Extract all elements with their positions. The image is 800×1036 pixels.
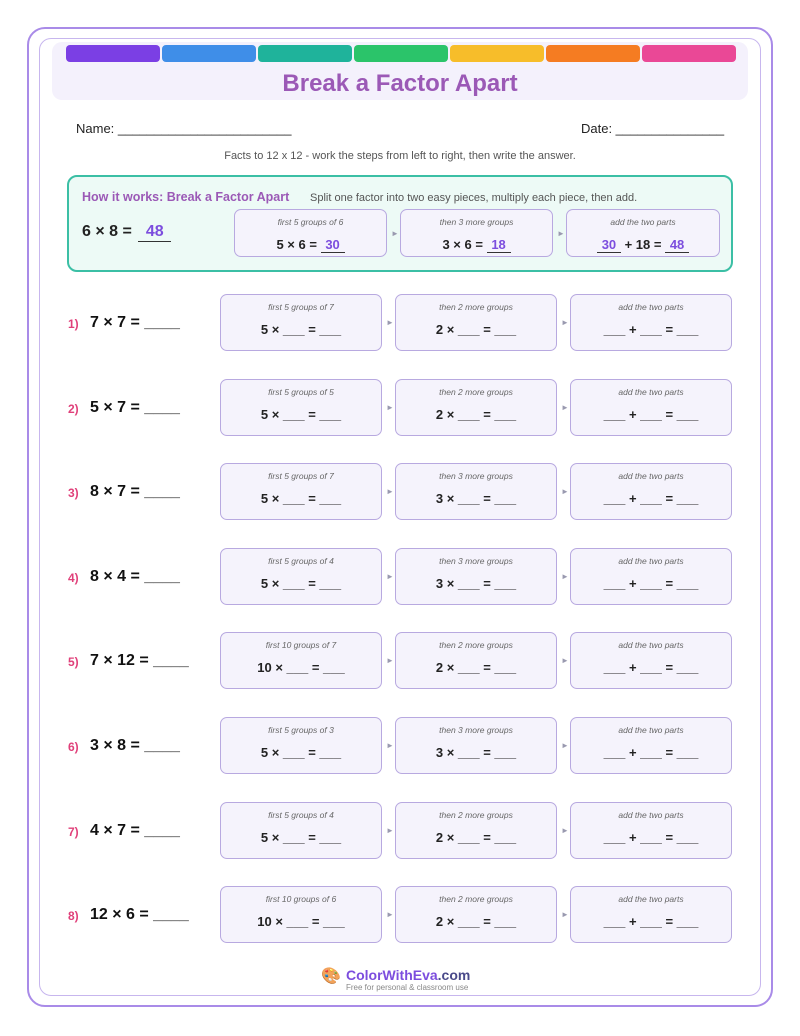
step-caption: add the two parts bbox=[618, 471, 684, 482]
step-caption: then 2 more groups bbox=[439, 386, 513, 397]
problem-text[interactable]: 5 × 7 = ____ bbox=[90, 398, 180, 416]
instructions: Facts to 12 x 12 - work the steps from left to right, then write the answer. bbox=[224, 150, 576, 162]
step-equation[interactable]: ___ + ___ = ___ bbox=[603, 491, 699, 507]
step-equation[interactable]: 10 × ___ = ___ bbox=[257, 914, 345, 930]
step-caption: then 2 more groups bbox=[439, 809, 513, 820]
step-caption: then 2 more groups bbox=[439, 894, 513, 905]
arrow-right-icon: ► bbox=[386, 825, 394, 835]
step-equation[interactable]: 5 × ___ = ___ bbox=[260, 745, 342, 760]
step-equation[interactable]: 10 × ___ = ___ bbox=[257, 660, 345, 676]
step-caption: then 3 more groups bbox=[439, 471, 513, 482]
arrow-right-icon: ► bbox=[561, 571, 569, 581]
step-box-1[interactable] bbox=[220, 717, 382, 774]
arrow-right-icon: ► bbox=[386, 318, 394, 327]
arrow-right-icon: ► bbox=[386, 656, 394, 666]
arrow-right-icon: ► bbox=[561, 656, 569, 666]
name-field[interactable]: Name: ________________________ bbox=[76, 121, 292, 136]
arrow-right-icon: ► bbox=[391, 229, 399, 238]
step-caption: first 5 groups of 7 bbox=[268, 471, 334, 482]
step-equation[interactable]: 3 × ___ = ___ bbox=[435, 745, 517, 760]
example-box bbox=[67, 175, 733, 272]
step-caption: add the two parts bbox=[618, 640, 684, 651]
arrow-right-icon: ► bbox=[386, 487, 394, 497]
step-box-3[interactable] bbox=[570, 548, 732, 605]
step-caption: first 5 groups of 7 bbox=[268, 302, 334, 312]
step-box-3[interactable] bbox=[570, 632, 732, 689]
step-equation[interactable]: ___ + ___ = ___ bbox=[603, 322, 699, 337]
step-caption: add the two parts bbox=[618, 809, 684, 820]
step-box-3[interactable] bbox=[570, 294, 732, 351]
step-caption: add the two parts bbox=[618, 302, 684, 312]
color-stripe bbox=[66, 45, 160, 62]
step-equation: 3 × 6 = 18 bbox=[401, 237, 552, 253]
step-equation[interactable]: 3 × ___ = ___ bbox=[435, 491, 517, 507]
step-caption: then 2 more groups bbox=[439, 640, 513, 651]
arrow-right-icon: ► bbox=[561, 402, 569, 412]
step-box-2[interactable] bbox=[395, 548, 557, 605]
problem-number: 3) bbox=[68, 486, 79, 501]
problem-text[interactable]: 12 × 6 = ____ bbox=[90, 906, 189, 924]
example-step-1 bbox=[234, 209, 387, 257]
step-box-3[interactable] bbox=[570, 463, 732, 520]
step-box-1[interactable] bbox=[220, 802, 382, 859]
footer-brand: ColorWithEva.com bbox=[346, 967, 471, 983]
step-box-2[interactable] bbox=[395, 294, 557, 351]
color-stripe bbox=[642, 45, 736, 62]
step-caption: then 3 more groups bbox=[439, 217, 514, 227]
step-box-2[interactable] bbox=[395, 463, 557, 520]
footer-tagline: Free for personal & classroom use bbox=[346, 983, 469, 992]
step-box-2[interactable] bbox=[395, 379, 557, 436]
arrow-right-icon: ► bbox=[386, 910, 394, 920]
example-step-2 bbox=[400, 209, 553, 257]
problem-number: 6) bbox=[68, 740, 79, 754]
problem-text[interactable]: 3 × 8 = ____ bbox=[90, 737, 180, 754]
step-box-1[interactable] bbox=[220, 886, 382, 943]
color-stripe bbox=[354, 45, 448, 62]
step-box-3[interactable] bbox=[570, 379, 732, 436]
rainbow-stripes bbox=[66, 45, 736, 62]
color-stripe bbox=[546, 45, 640, 62]
step-caption: add the two parts bbox=[618, 555, 684, 566]
step-caption: then 3 more groups bbox=[439, 555, 513, 566]
problem-number: 8) bbox=[68, 909, 79, 924]
step-equation[interactable]: 5 × ___ = ___ bbox=[260, 829, 342, 845]
step-caption: first 5 groups of 4 bbox=[268, 809, 334, 820]
step-box-3[interactable] bbox=[570, 717, 732, 774]
arrow-right-icon: ► bbox=[386, 741, 394, 750]
problem-number: 7) bbox=[68, 824, 79, 839]
step-equation: 5 × 6 = 30 bbox=[235, 237, 386, 253]
step-caption: add the two parts bbox=[618, 386, 684, 397]
arrow-right-icon: ► bbox=[557, 229, 565, 238]
step-box-1[interactable] bbox=[220, 379, 382, 436]
problem-number: 5) bbox=[68, 655, 79, 670]
palette-icon: 🎨 bbox=[321, 968, 341, 985]
example-answer: 48 bbox=[138, 223, 171, 242]
color-stripe bbox=[258, 45, 352, 62]
step-equation[interactable]: 2 × ___ = ___ bbox=[435, 914, 517, 930]
example-problem bbox=[82, 223, 171, 242]
problem-number: 1) bbox=[68, 317, 79, 331]
step-caption: first 10 groups of 7 bbox=[265, 640, 337, 651]
step-equation[interactable]: ___ + ___ = ___ bbox=[603, 406, 699, 422]
step-box-2[interactable] bbox=[395, 717, 557, 774]
problem-text[interactable]: 7 × 12 = ____ bbox=[90, 652, 189, 670]
step-equation[interactable]: ___ + ___ = ___ bbox=[603, 914, 699, 930]
step-caption: add the two parts bbox=[618, 725, 684, 735]
page-title: Break a Factor Apart bbox=[282, 70, 518, 97]
arrow-right-icon: ► bbox=[561, 825, 569, 835]
step-box-2[interactable] bbox=[395, 632, 557, 689]
step-equation[interactable]: ___ + ___ = ___ bbox=[603, 745, 699, 760]
step-caption: add the two parts bbox=[618, 894, 684, 905]
arrow-right-icon: ► bbox=[561, 741, 569, 750]
step-caption: then 3 more groups bbox=[439, 725, 513, 735]
date-field[interactable]: Date: _______________ bbox=[581, 121, 725, 136]
step-caption: first 5 groups of 3 bbox=[268, 725, 334, 735]
step-equation[interactable]: 5 × ___ = ___ bbox=[260, 575, 342, 591]
step-caption: add the two parts bbox=[610, 217, 676, 227]
problem-text[interactable]: 8 × 7 = ____ bbox=[90, 483, 180, 501]
arrow-right-icon: ► bbox=[561, 910, 569, 920]
step-box-2[interactable] bbox=[395, 886, 557, 943]
example-heading: How it works: Break a Factor Apart bbox=[82, 190, 290, 204]
step-equation[interactable]: ___ + ___ = ___ bbox=[603, 829, 699, 845]
arrow-right-icon: ► bbox=[386, 402, 394, 412]
example-step-3 bbox=[566, 209, 720, 257]
step-caption: first 5 groups of 4 bbox=[268, 555, 334, 566]
step-equation[interactable]: 2 × ___ = ___ bbox=[435, 406, 517, 422]
step-equation[interactable]: ___ + ___ = ___ bbox=[603, 575, 699, 591]
step-equation: 30 + 18 = 48 bbox=[567, 237, 719, 253]
step-equation[interactable]: 5 × ___ = ___ bbox=[260, 406, 342, 422]
step-box-1[interactable] bbox=[220, 463, 382, 520]
step-equation[interactable]: ___ + ___ = ___ bbox=[603, 660, 699, 676]
step-caption: first 5 groups of 5 bbox=[268, 386, 334, 397]
problem-text[interactable]: 4 × 7 = ____ bbox=[90, 821, 180, 839]
step-box-1[interactable] bbox=[220, 294, 382, 351]
step-caption: then 2 more groups bbox=[439, 302, 513, 312]
problem-number: 2) bbox=[68, 401, 79, 416]
step-box-2[interactable] bbox=[395, 802, 557, 859]
step-box-3[interactable] bbox=[570, 802, 732, 859]
step-equation[interactable]: 5 × ___ = ___ bbox=[260, 491, 342, 507]
problem-number: 4) bbox=[68, 570, 79, 585]
step-box-1[interactable] bbox=[220, 632, 382, 689]
problem-text[interactable]: 7 × 7 = ____ bbox=[90, 314, 180, 331]
step-equation[interactable]: 2 × ___ = ___ bbox=[435, 829, 517, 845]
arrow-right-icon: ► bbox=[561, 318, 569, 327]
step-box-1[interactable] bbox=[220, 548, 382, 605]
step-caption: first 10 groups of 6 bbox=[265, 894, 337, 905]
step-caption: first 5 groups of 6 bbox=[277, 217, 344, 227]
problem-text[interactable]: 8 × 4 = ____ bbox=[90, 567, 180, 585]
step-box-3[interactable] bbox=[570, 886, 732, 943]
arrow-right-icon: ► bbox=[561, 487, 569, 497]
step-equation[interactable]: 2 × ___ = ___ bbox=[435, 322, 517, 337]
step-equation[interactable]: 2 × ___ = ___ bbox=[435, 660, 517, 676]
color-stripe bbox=[450, 45, 544, 62]
color-stripe bbox=[162, 45, 256, 62]
example-problem-text: 6 × 8 = bbox=[82, 223, 132, 240]
step-equation[interactable]: 3 × ___ = ___ bbox=[435, 575, 517, 591]
example-description: Split one factor into two easy pieces, multiply each piece, then add. bbox=[310, 192, 638, 204]
step-equation[interactable]: 5 × ___ = ___ bbox=[260, 322, 342, 337]
arrow-right-icon: ► bbox=[386, 571, 394, 581]
